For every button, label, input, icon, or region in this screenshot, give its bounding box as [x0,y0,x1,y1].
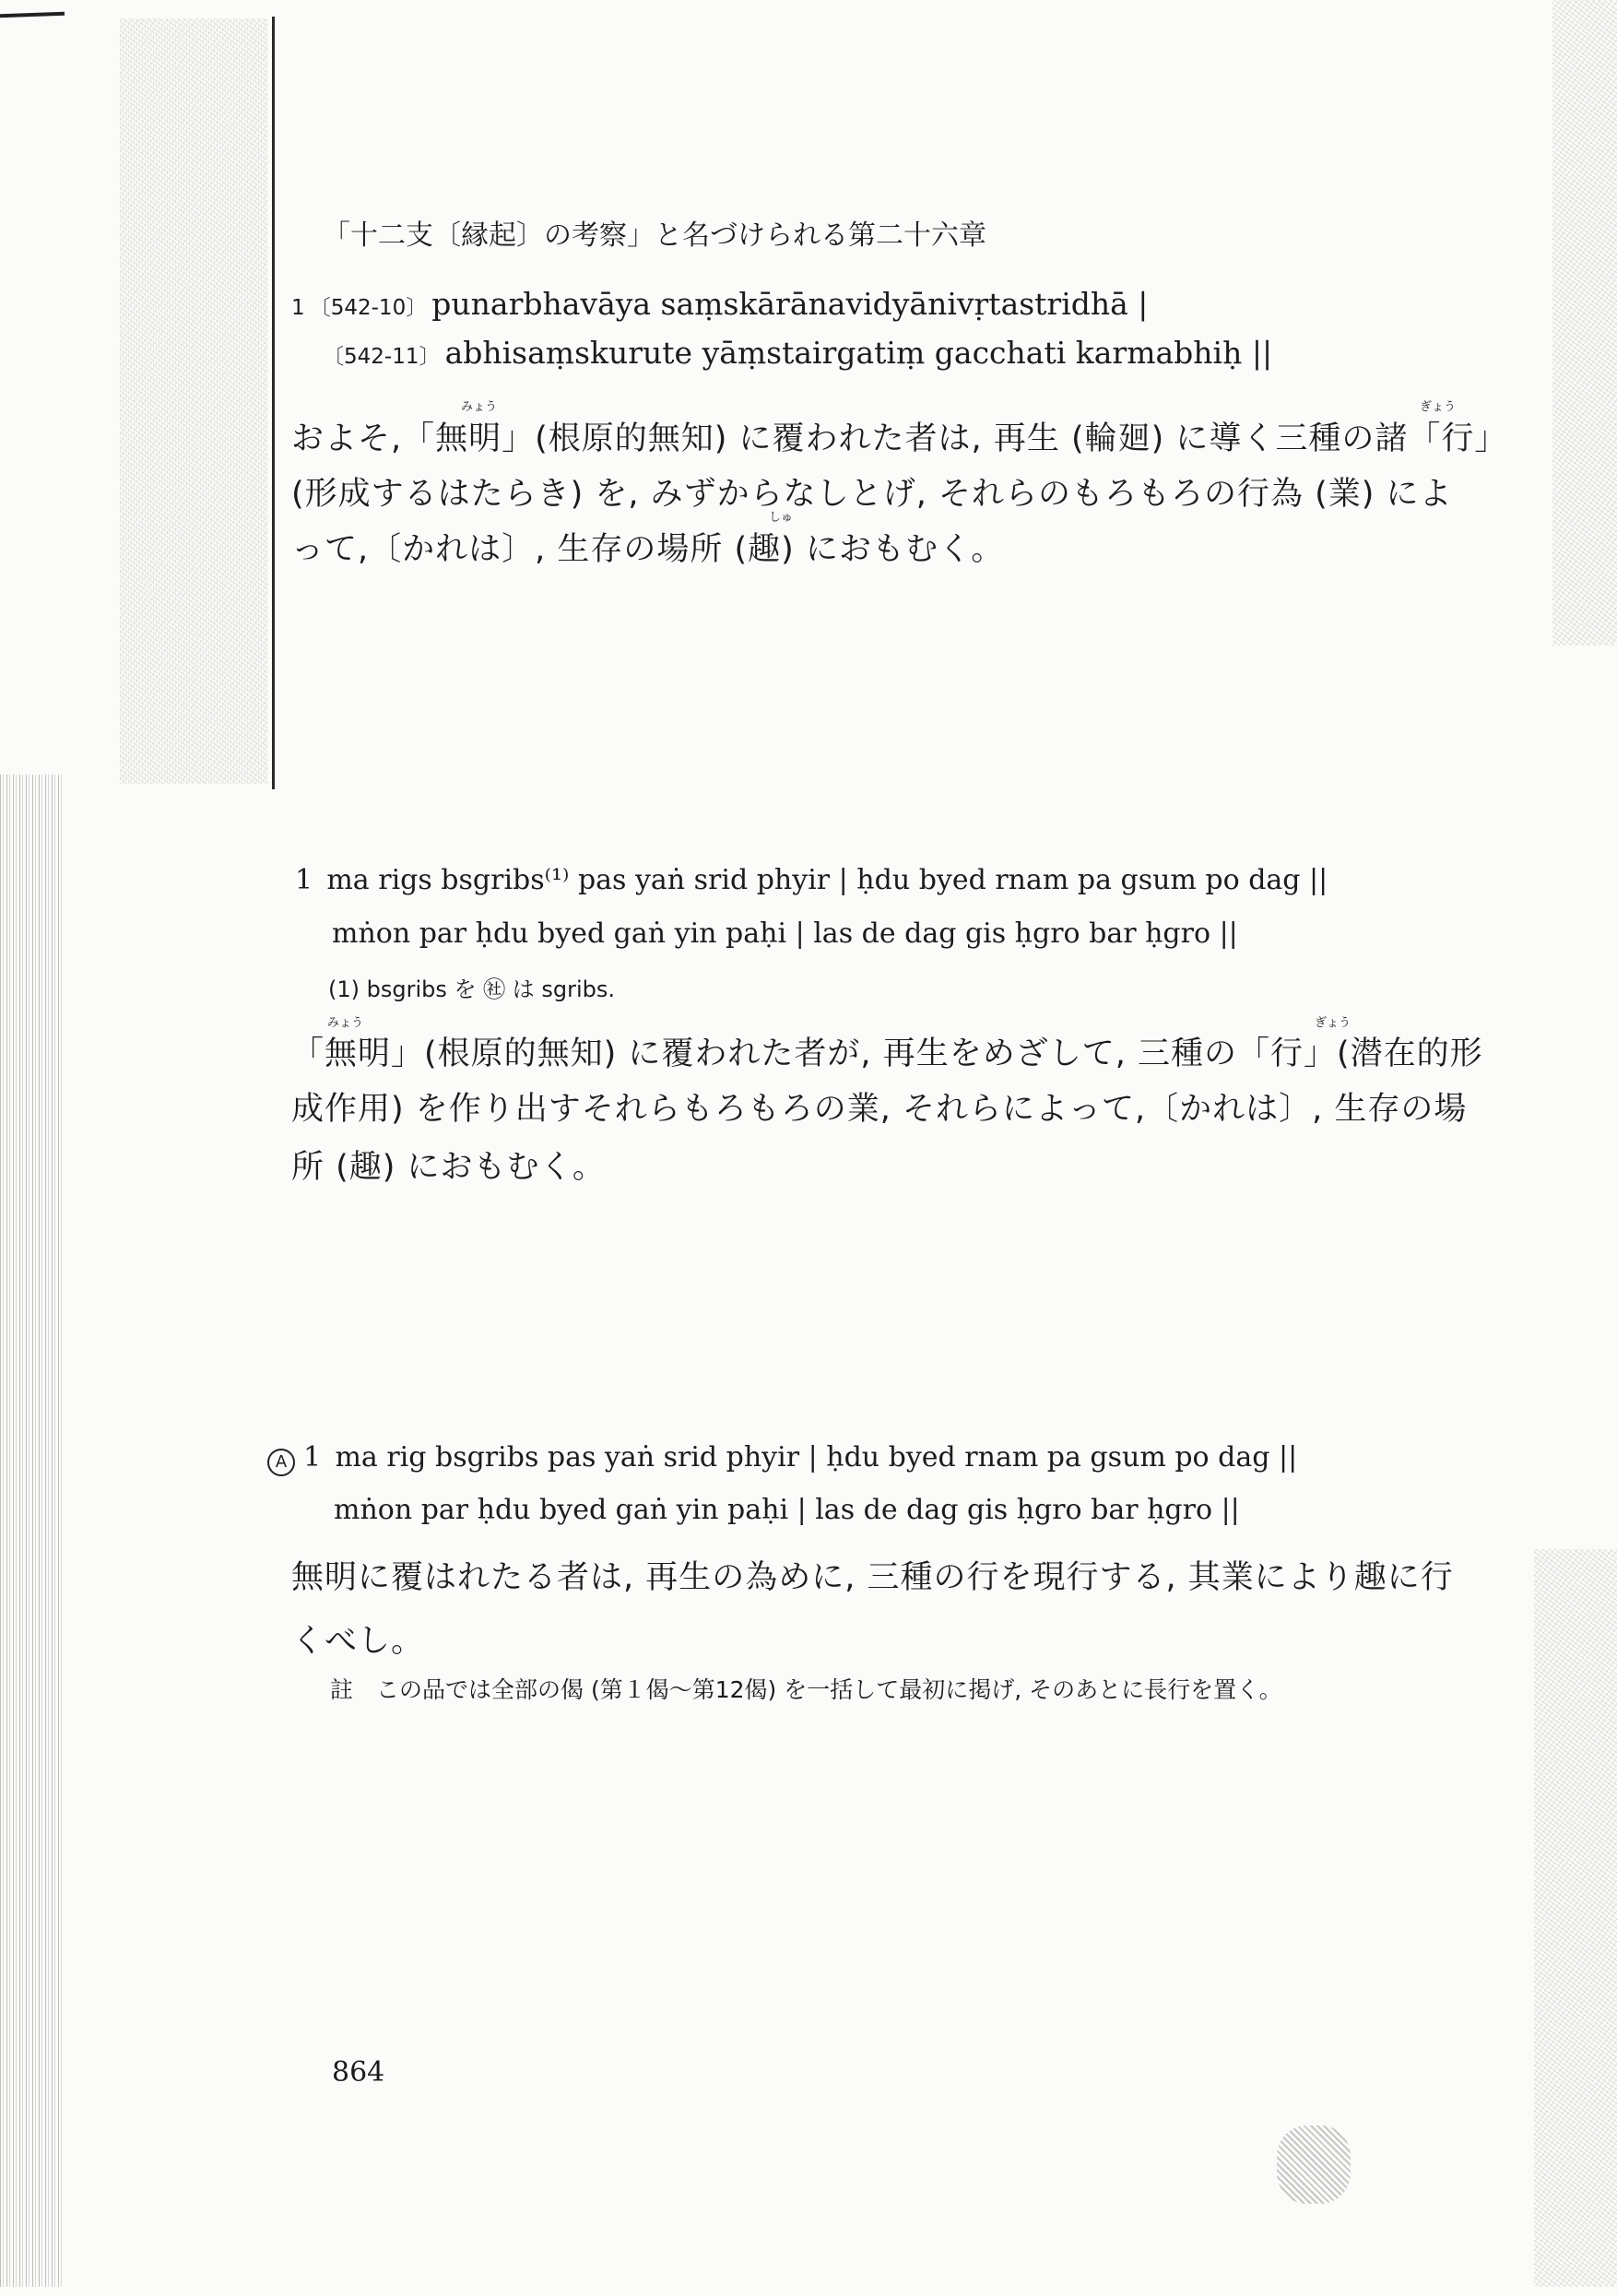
ruby-shu: しゅ [769,511,794,525]
verse-number: 1 [303,1441,322,1473]
scan-noise-right-bottom [1534,1549,1617,2287]
ruby-gyo: ぎょう [1420,400,1457,414]
sanskrit-line-1 [291,286,1148,322]
ruby-gyo: ぎょう [1315,1016,1351,1030]
page-number: 864 [332,2056,385,2089]
sanskrit-text: punarbhavāya saṃskārānavidyānivṛtastridhā | [431,286,1149,322]
translation-1-line-3: って,〔かれは〕, 生存の場所 (趣) におもむく。 [291,531,1005,568]
tibetan-2-line-2: mṅon par ḥdu byed gaṅ yin paḥi | las de dag gis ḥgro bar ḥgro || [334,1494,1240,1526]
verse-ref: 〔542-11〕 [323,345,441,369]
verse-number: 1 [291,296,305,320]
source-marker: A [267,1449,295,1476]
chapter-title: 「十二支〔縁起〕の考察」と名づけられる第二十六章 [323,219,986,252]
translation-1-line-2: (形成するはたらき) を, みずからなしとげ, それらのもろもろの行為 (業) によ [291,476,1453,513]
translation-2-line-1: 「無明」(根原的無知) に覆われた者が, 再生をめざして, 三種の「行」(潜在的形 [291,1036,1483,1072]
scan-noise-left [120,18,267,784]
margin-rule [272,17,275,789]
scan-smudge [1277,2125,1351,2204]
tibetan-2-line-1 [267,1441,1297,1476]
tibetan-1-line-1 [295,864,1328,896]
verse-ref: 〔542-10〕 [309,296,428,320]
translation-3-line-2: くべし。 [291,1623,425,1660]
scan-mark-top [0,12,65,18]
scan-noise-right-top [1552,0,1617,645]
ruby-mumyo: みょう [461,400,498,414]
translation-3-line-1: 無明に覆はれたる者は, 再生の為めに, 三種の行を現行する, 其業により趣に行 [291,1559,1454,1596]
sanskrit-line-2 [323,335,1272,371]
tibetan-1-footnote: (1) bsgribs を ㊓ は sgribs. [328,976,616,1002]
translation-1-line-1: およそ,「無明」(根原的無知) に覆われた者は, 再生 (輪廻) に導く三種の諸「行」 [291,420,1508,457]
scan-edge-left [0,775,65,2287]
tibetan-1-line-2: mṅon par ḥdu byed gaṅ yin paḥi | las de dag gis ḥgro bar ḥgro || [332,917,1238,950]
tibetan-text: ma rig bsgribs pas yaṅ srid phyir | ḥdu byed rnam pa gsum po dag || [335,1441,1298,1473]
verse-number: 1 [295,864,313,896]
translation-2-line-2: 成作用) を作り出すそれらもろもろの業, それらによって,〔かれは〕, 生存の場 [291,1091,1468,1128]
sanskrit-text: abhisaṃskurute yāṃstairgatiṃ gacchati karmabhiḥ || [444,335,1273,371]
ruby-mumyo: みょう [327,1016,364,1030]
translation-2-line-3: 所 (趣) におもむく。 [291,1149,606,1186]
tibetan-text: ma rigs bsgribs⁽¹⁾ pas yaṅ srid phyir | ḥdu byed rnam pa gsum po dag || [326,864,1328,896]
editorial-note: 註 この品では全部の偈 (第１偈〜第12偈) を一括して最初に掲げ, そのあとに長行を置く。 [330,1676,1282,1703]
